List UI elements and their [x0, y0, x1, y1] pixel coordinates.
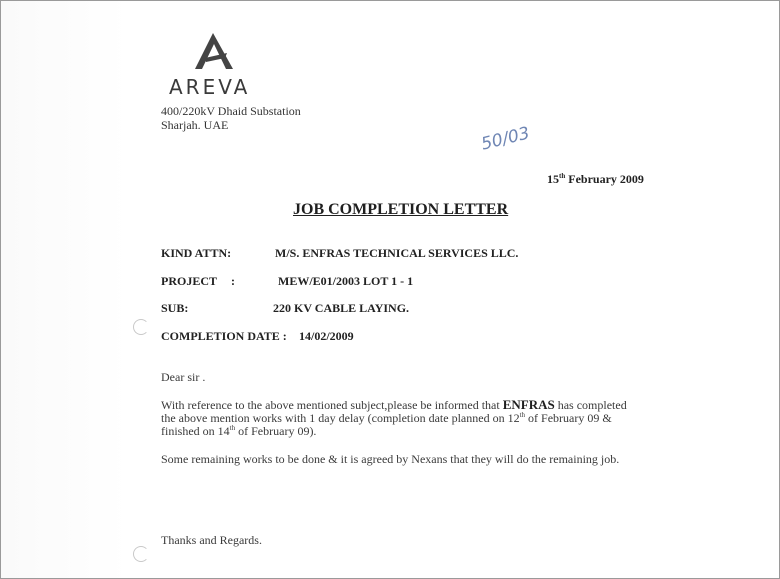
punch-hole-mark — [133, 319, 149, 335]
body-paragraph-2: Some remaining works to be done & it is agreed by Nexans that they will do the remaining job. — [161, 452, 620, 466]
p1-part-c: of February 09 & finished on 14 — [161, 411, 612, 438]
p1-superscript-1: th — [519, 411, 526, 419]
project-colon: : — [231, 274, 235, 288]
address-line-2: Sharjah. UAE — [161, 118, 229, 132]
date-day-suffix: th — [559, 172, 566, 180]
punch-hole-mark — [133, 546, 149, 562]
body-paragraph-1 — [161, 398, 641, 438]
logo-wordmark: AREVA — [169, 75, 251, 99]
letter-date — [547, 172, 644, 187]
subject-label: SUB: — [161, 301, 189, 315]
handwritten-annotation: 50/03 — [479, 123, 532, 155]
scan-margin — [1, 1, 129, 578]
p1-company-name: ENFRAS — [502, 397, 555, 412]
company-logo — [161, 31, 273, 101]
kind-attn-label: KIND ATTN: — [161, 246, 232, 260]
project-label: PROJECT — [161, 274, 218, 288]
letter-title: JOB COMPLETION LETTER — [293, 201, 509, 218]
address-line-1: 400/220kV Dhaid Substation — [161, 104, 301, 118]
p1-part-b: has completed the above mention works with 1 day delay (completion date planned on 12 — [161, 398, 627, 425]
areva-a-mark-icon — [191, 31, 237, 71]
date-day: 15 — [547, 172, 559, 186]
completion-date-label: COMPLETION DATE : — [161, 329, 287, 343]
p1-part-d: of February 09). — [235, 424, 317, 438]
closing-line: Thanks and Regards. — [161, 533, 262, 547]
kind-attn-value: M/S. ENFRAS TECHNICAL SERVICES LLC. — [275, 246, 519, 260]
completion-date-value: 14/02/2009 — [299, 329, 354, 343]
salutation: Dear sir . — [161, 370, 206, 384]
project-value: MEW/E01/2003 LOT 1 - 1 — [278, 274, 414, 288]
subject-value: 220 KV CABLE LAYING. — [273, 301, 410, 315]
date-month-year: February 2009 — [568, 172, 644, 186]
p1-superscript-2: th — [229, 424, 236, 432]
p1-part-a: With reference to the above mentioned subject,please be informed that — [161, 398, 503, 412]
